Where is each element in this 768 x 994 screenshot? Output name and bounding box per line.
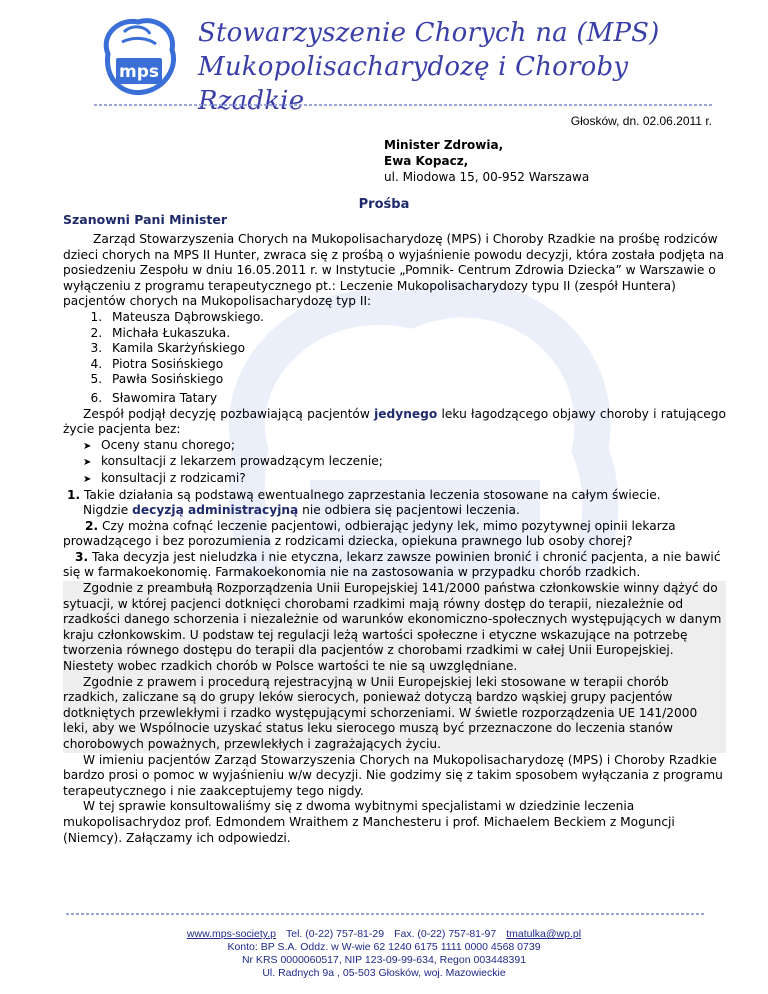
arrow-bullet-icon: ➤ xyxy=(83,440,92,452)
eu-regulation-block xyxy=(63,581,726,753)
request-paragraph: W imieniu pacjentów Zarząd Stowarzyszenia Chorych na Mukopolisacharydozę (MPS) i Choroby Rzadkie bardzo prosi o pomoc w wyjaśnieniu w/w decyzji. Nie godzimy się z takim sposobem wyłączania z programu terapeutycznego i nie zaakceptujemy tego nigdy. xyxy=(63,752,723,798)
eu-paragraph-1: Zgodnie z preambułą Rozporządzenia Unii Europejskiej 141/2000 państwa członkowskie winny dążyć do sytuacji, w której pacjenci dotknięci chorobami rzadkimi mają równy dostęp do terapii, niezależnie od rzadkości danego schorzenia i niezależnie od warunków ekonomiczno-społecznych występujących w danym kraju członkowskim. U podstaw tej regulacji leżą wartości społeczne i etyczne wskazujące na potrzebę tworzenia równego dostępu do terapii dla pacjentów z chorobami rzadkimi w całej Unii Europejskiej. Niestety wobec rzadkich chorób w Polsce wartości te nie są uwzględniane. xyxy=(63,581,722,674)
list-item: 1. Mateusza Dąbrowskiego. xyxy=(106,310,726,326)
consultation-paragraph: W tej sprawie konsultowaliśmy się z dwoma wybitnymi specjalistami w dziedzinie leczenia mukopolisachrydoz prof. Edmondem Wraithem z Manchesteru i prof. Michaelem Beckiem z Moguncji (Niemcy). Załączamy ich odpowiedzi. xyxy=(63,799,675,845)
decision-text: Zespół podjął decyzję pozbawiającą pacjentów xyxy=(83,406,375,421)
footer-fax: Fax. (0-22) 757-81-97 xyxy=(394,928,497,940)
point-2 xyxy=(63,519,726,550)
list-item: 3. Kamila Skarżyńskiego xyxy=(106,341,726,357)
point-2-number: 2. xyxy=(85,518,99,533)
point-3 xyxy=(63,550,726,581)
point-1-text: Takie działania są podstawą ewentualnego zaprzestania leczenia stosowane na całym świecie. xyxy=(80,487,661,502)
list-item: ➤ Oceny stanu chorego; xyxy=(83,438,726,455)
letter-body xyxy=(63,232,726,846)
salutation: Szanowni Pani Minister xyxy=(63,212,228,227)
recipient-address xyxy=(384,137,589,185)
list-item: 2. Michała Łukaszuka. xyxy=(106,326,726,342)
mps-logo-image xyxy=(94,14,182,100)
point-1-number: 1. xyxy=(67,487,81,502)
list-item: ➤ konsultacji z lekarzem prowadzącym leczenie; xyxy=(83,454,726,471)
footer-address: Ul. Radnych 9a , 05-503 Głosków, woj. Mazowieckie xyxy=(262,967,506,979)
header-divider xyxy=(94,104,714,106)
point-1 xyxy=(63,488,726,504)
arrow-bullet-icon: ➤ xyxy=(83,473,92,485)
email-link[interactable]: tmatulka@wp.pl xyxy=(506,928,582,940)
eu-paragraph-2: Zgodnie z prawem i procedurą rejestracyjną w Unii Europejskiej leki stosowane w terapii chorób rzadkich, zaliczane są do grupy leków sierocych, ponieważ dotyczą bardzo wąskiej grupy pacjentów dotkniętych przewlekłymi i rzadko występującymi schorzeniami. W świetle rozporządzenia UE 141/2000 leki, aby we Wspólnocie uzyskać status leku sierocego muszą być przeznaczone do leczenia stanów chorobowych poważnych, przewlekłych i zagrażających życiu. xyxy=(63,674,698,751)
letter-subject: Prośba xyxy=(358,197,410,212)
decision-text-end: leku łagodzącego objawy choroby i ratującego życie pacjenta bez: xyxy=(63,406,726,437)
list-item: 4. Piotra Sosińskiego xyxy=(106,357,726,373)
patient-list xyxy=(63,310,726,407)
list-item: 6. Sławomira Tatary xyxy=(106,391,726,407)
decision-paragraph xyxy=(63,407,726,438)
footer-divider xyxy=(66,913,706,915)
logo-text: mps xyxy=(118,62,160,82)
point-3-number: 3. xyxy=(75,549,89,564)
organization-name xyxy=(198,16,738,118)
without-list xyxy=(63,438,726,488)
footer-contact-line xyxy=(0,928,768,941)
recipient-name: Ewa Kopacz, xyxy=(384,154,469,168)
intro-paragraph: Zarząd Stowarzyszenia Chorych na Mukopolisacharydozę (MPS) i Choroby Rzadkie na prośbę rodziców dzieci chorych na MPS II Hunter, zwraca się z prośbą o wyjaśnienie powodu decyzji, która została podjęta na posiedzeniu Zespołu w dniu 16.05.2011 r. w Instytucie „Pomnik- Centrum Zdrowia Dziecka” w Warszawie o wyłączeniu z programu terapeutycznego pt.: Leczenie Mukopolisacharydozy typu II (zespół Huntera) pacjentów chorych na Mukopolisacharydozę typ II: xyxy=(63,232,725,309)
website-link[interactable]: www.mps-society.p xyxy=(186,928,276,940)
date-line: Głosków, dn. 02.06.2011 r. xyxy=(570,114,712,128)
arrow-bullet-icon: ➤ xyxy=(83,457,92,469)
title-line-2: Mukopolisacharydozę i Choroby Rzadkie xyxy=(198,52,629,116)
decision-highlight: jedynego xyxy=(374,406,438,421)
footer-bank-account: Konto: BP S.A. Oddz. w W-wie 62 1240 6175 1111 0000 4568 0739 xyxy=(227,941,541,953)
title-line-1: Stowarzyszenie Chorych na (MPS) xyxy=(198,18,660,48)
point-1-continued: Nigdzie decyzją administracyjną nie odbiera się pacjentowi leczenia. xyxy=(83,503,520,518)
list-item: 5. Pawła Sosińskiego xyxy=(106,372,726,388)
footer-registration: Nr KRS 0000060517, NIP 123-09-99-634, Regon 003448391 xyxy=(241,954,527,966)
point-1-highlight: decyzją administracyjną xyxy=(132,503,299,518)
footer-tel: Tel. (0-22) 757-81-29 xyxy=(286,928,385,940)
point-2-text: Czy można cofnąć leczenie pacjentowi, odbierając jedyny lek, mimo pozytywnej opinii lekarza prowadzącego i bez porozumienia z rodzicami dziecka, opiekuna prawnego lub osoby chorej? xyxy=(63,518,676,549)
recipient-title: Minister Zdrowia, xyxy=(384,138,504,152)
recipient-street: ul. Miodowa 15, 00-952 Warszawa xyxy=(384,170,590,184)
list-item: ➤ konsultacji z rodzicami? xyxy=(83,471,726,488)
footer xyxy=(0,928,768,980)
point-3-text: Taka decyzja jest nieludzka i nie etyczna, lekarz zawsze powinien bronić i chronić pacjenta, a nie bawić się w farmakoekonomię. Farmakoekonomia nie na zastosowania w przypadku chorób rzadkich. xyxy=(63,549,721,580)
